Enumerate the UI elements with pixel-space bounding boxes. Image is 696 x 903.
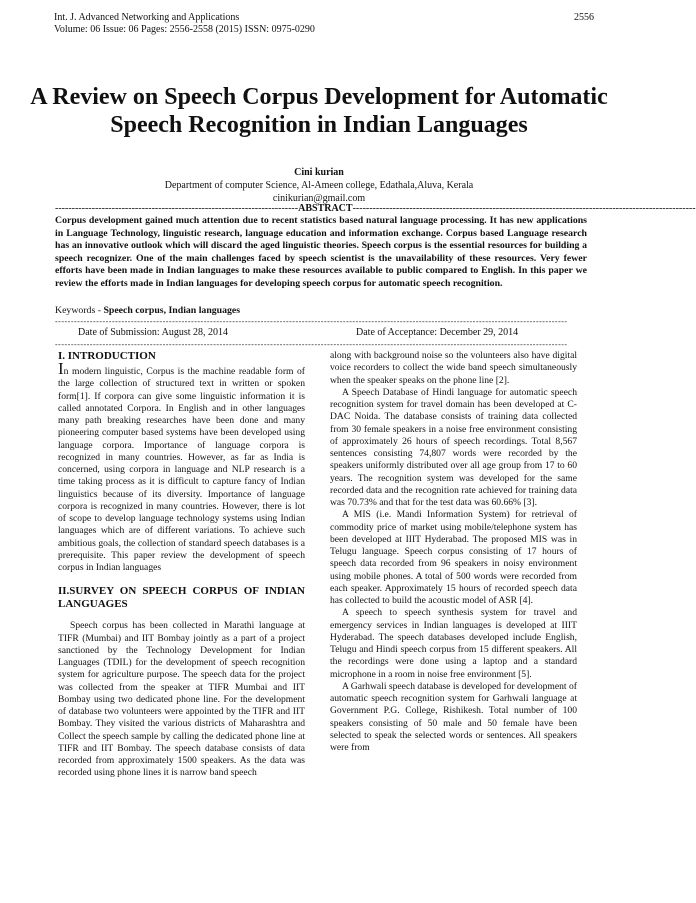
author-name: Cini kurian	[294, 167, 344, 178]
paragraph-mandi-information-system: A MIS (i.e. Mandi Information System) for retrieval of commodity price of market using mobile/telephone system has been developed at IIIT Hyderabad. The proposed MIS was in Telugu language. Speech corpus consisting of 17 hours of speech data recorded from 96 speakers in noisy environment using mobile phones. A total of 500 words were recorded from each speaker. Approximately 15 hours of recorded speech data has collected to build the acoustic model of ASR [4].	[330, 509, 577, 606]
submission-date: Date of Submission: August 28, 2014	[78, 327, 229, 338]
introduction-heading: I. INTRODUCTION	[58, 350, 156, 362]
keywords	[55, 305, 587, 317]
acceptance-date: Date of Acceptance: December 29, 2014	[356, 327, 519, 338]
author-affiliation: Department of computer Science, Al-Ameen college, Edathala,Aluva, Kerala	[164, 180, 474, 191]
separator-left: -------------------------------------------------------------------------	[55, 203, 299, 214]
separator-line-bottom: ------------------------------------------------------------------------------------------------------------------------------------------------------------------	[55, 340, 568, 349]
running-header	[54, 12, 594, 36]
left-column	[58, 350, 305, 780]
abstract-heading-line	[55, 203, 696, 215]
abstract-label: ABSTRACT	[298, 203, 353, 214]
keywords-label: Keywords -	[55, 305, 104, 316]
drop-cap: I	[58, 359, 64, 378]
journal-name: Int. J. Advanced Networking and Applications	[54, 12, 240, 23]
paragraph-speech-synthesis: A speech to speech synthesis system for travel and emergency services in Indian languages is developed at IIIT Hyderabad. The speech databases developed include English, Telugu and Hindi speech corpus from 15 different speakers. All the recordings were done using a laptop and a standard microphone in a room in noise free environment [5].	[330, 607, 577, 680]
separator-line-top: ------------------------------------------------------------------------------------------------------------------------------------------------------------------	[55, 317, 568, 326]
page-number: 2556	[574, 12, 594, 23]
paragraph-garhwali-database: A Garhwali speech database is developed for development of automatic speech recognition system for Garhwali language at Government P.G. College, Rishikesh. Total number of 100 speakers consisting of 50 male and 50 female have been selected to speak the selected words or sentences. All speakers were from	[330, 680, 577, 753]
abstract-text: Corpus development gained much attention due to recent statistics based natural language processing. It has new applications in Language Technology, linguistic research, language education and information exchange. Corpus based Language research has an innovative outlook which will discard the aged linguistic theories. Speech corpus is the essential resources for building a speech recognizer. One of the main challenges faced by speech scientist is the unavailability of these resources. Very fewer efforts have been made in Indian languages to make these resources available to public compared to English. In this paper we review the efforts made in Indian languages for developing speech corpus for automatic speech recognition.	[55, 215, 587, 289]
right-column	[330, 350, 577, 754]
paragraph-hindi-database: A Speech Database of Hindi language for automatic speech recognition system for travel domain has been developed at C-DAC Noida. The database consists of training data collected from 30 female speakers in a noise free environment consisting of approximately 26 hours of speech recordings. Total 8,567 sentences consisting 74,807 words were recorded by the speakers uniformly distributed over all age group from 17 to 60 years. The recognition system was developed for the same recorded data and the recognition rate achieved for training data was 70.73% and that for the test data was 60.66% [3].	[330, 386, 577, 508]
author-email: cinikurian@gmail.com	[272, 193, 366, 204]
introduction-text: n modern linguistic, Corpus is the machine readable form of the large collection of structured text in written or spoken form[1]. If corpora can give some linguistic information it is called annotated Corpora. In English and in other languages many path breaking researches have been done and many pioneering computer based systems have been developed using language corpora. Importance of language corpora is recognized in many countries. However, as far as India is concerned, using corpora in language and NLP research is a time taking process as it is difficult to capture fancy of Indian linguistics because of its diversity. Importance of language corpora is recognized in many countries. However, there is lot of scope to develop language technology systems using Indian languages which are of different variations. To achieve such ambitious goals, the collection of standard speech databases is a prerequisite. This paper review the development of speech corpus in Indian languages	[58, 366, 305, 573]
volume-info: Volume: 06 Issue: 06 Pages: 2556-2558 (2015) ISSN: 0975-0290	[54, 24, 315, 35]
paragraph-continued: along with background noise so the volunteers also have digital voice recorders to collect the wide band speech simultaneously when the speaker speaks on the phone line [2].	[330, 350, 577, 386]
survey-paragraph: Speech corpus has been collected in Marathi language at TIFR (Mumbai) and IIT Bombay jointly as a part of a project sanctioned by the Technology Development for Indian Languages (TDIL) for the development of speech recognition system for agriculture purpose. The speech data for the project was collected from the speaker at TIFR Mumbai and IIT Bombay using two dedicated phone line. For the development of database two volunteers were appointed by the TIFR and IIT Bombay. They visited the various districts of Maharashtra and Collect the speech sample by calling the dedicated phone line at TIFR and IIT Bombay. The speech database consists of data recorded from approximately 1500 speakers. As the data was recorded using phone lines it is narrow band speech	[58, 620, 305, 779]
introduction-paragraph	[58, 359, 305, 574]
survey-heading: II.SURVEY ON SPEECH CORPUS OF INDIAN LANGUAGES	[58, 585, 305, 611]
separator-right: -------------------------------------------------------------------------------------------------------	[352, 203, 696, 214]
paper-title: A Review on Speech Corpus Development for Automatic Speech Recognition in Indian Languages	[30, 84, 608, 138]
dates-row	[78, 327, 568, 339]
keywords-values: Speech corpus, Indian languages	[103, 305, 241, 316]
